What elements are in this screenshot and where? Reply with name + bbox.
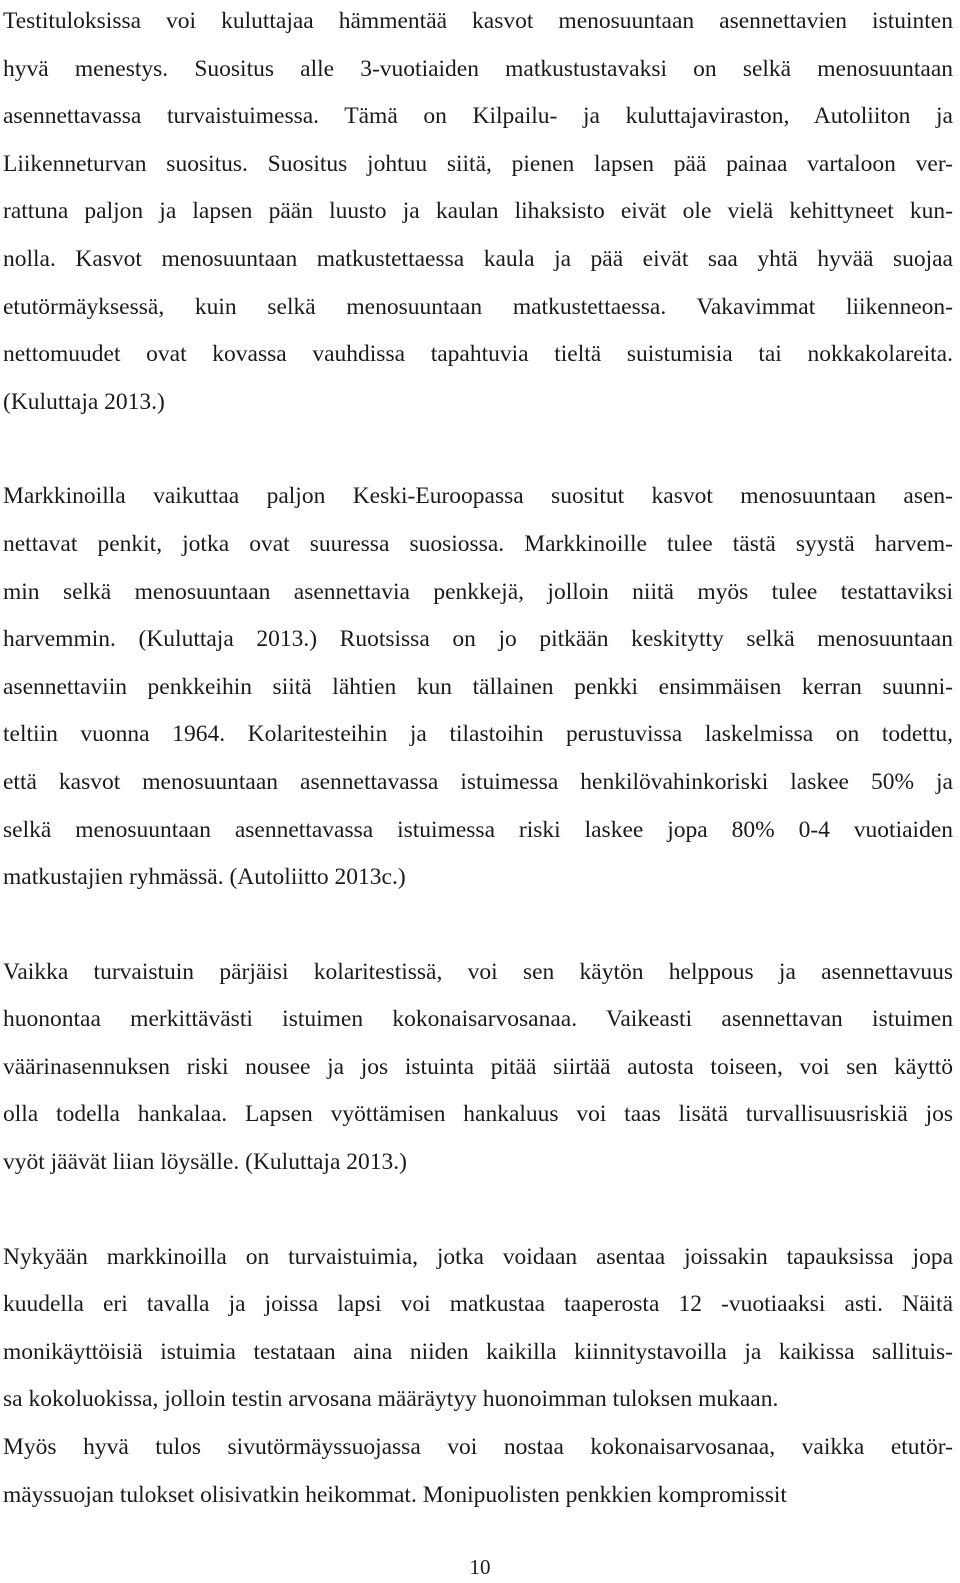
text-line: Liikenneturvan suositus. Suositus johtuu siitä, pienen lapsen pää painaa vartaloon ver- [3,150,953,177]
text-line: harvemmin. (Kuluttaja 2013.) Ruotsissa on jo pitkään keskitytty selkä menosuuntaan [3,626,953,653]
text-line: selkä menosuuntaan asennettavassa istuimessa riski laskee jopa 80% 0-4 vuotiaiden [3,816,953,843]
text-line: Markkinoilla vaikuttaa paljon Keski-Euroopassa suositut kasvot menosuuntaan asen- [3,483,953,510]
text-line: Nykyään markkinoilla on turvaistuimia, jotka voidaan asentaa joissakin tapauksissa jopa [3,1243,953,1270]
text-line: asennettaviin penkkeihin siitä lähtien kun tällainen penkki ensimmäisen kerran suunni- [3,673,953,700]
text-line: Testituloksissa voi kuluttajaa hämmentää kasvot menosuuntaan asennettavien istuinten [3,8,953,34]
text-line: nettavat penkit, jotka ovat suuressa suosiossa. Markkinoille tulee tästä syystä harvem- [3,530,953,557]
paragraph [3,949,953,1187]
paragraph [3,0,953,426]
text-line: etutörmäyksessä, kuin selkä menosuuntaan matkustettaessa. Vakavimmat liikenneon- [3,293,953,320]
text-line: Vaikka turvaistuin pärjäisi kolaritestissä, voi sen käytön helppous ja asennettavuus [3,958,953,985]
text-line: hyvä menestys. Suositus alle 3-vuotiaiden matkustustavaksi on selkä menosuuntaan [3,55,953,82]
text-line: matkustajien ryhmässä. (Autoliitto 2013c.) [3,864,406,891]
page-number: 10 [469,1555,491,1579]
text-line: monikäyttöisiä istuimia testataan aina niiden kaikilla kiinnitystavoilla ja kaikissa sallituis- [3,1338,953,1365]
paragraph [3,1234,953,1520]
text-line: kuudella eri tavalla ja joissa lapsi voi matkustaa taaperosta 12 -vuotiaaksi asti. Näitä [3,1291,953,1318]
text-line: (Kuluttaja 2013.) [3,388,165,415]
text-line: rattuna paljon ja lapsen pään luusto ja kaulan lihaksisto eivät ole vielä kehittyneet kun- [3,198,953,225]
text-line: olla todella hankalaa. Lapsen vyöttämisen hankaluus voi taas lisätä turvallisuusriskiä jos [3,1101,953,1128]
text-line: asennettavassa turvaistuimessa. Tämä on Kilpailu- ja kuluttajaviraston, Autoliiton ja [3,103,953,130]
text-line: teltiin vuonna 1964. Kolaritesteihin ja tilastoihin perustuvissa laskelmissa on todettu, [3,721,953,748]
text-line: Myös hyvä tulos sivutörmäyssuojassa voi nostaa kokonaisarvosanaa, vaikka etutör- [3,1434,953,1461]
text-line: vyöt jäävät liian löysälle. (Kuluttaja 2013.) [3,1149,407,1176]
text-line: mäyssuojan tulokset olisivatkin heikommat. Monipuolisten penkkien kompromissit [3,1481,787,1508]
text-line: nolla. Kasvot menosuuntaan matkustettaessa kaula ja pää eivät saa yhtä hyvää suojaa [3,245,953,272]
text-line: väärinasennuksen riski nousee ja jos istuinta pitää siirtää autosta toiseen, voi sen käyttö [3,1053,953,1080]
text-line: sa kokoluokissa, jolloin testin arvosana määräytyy huonoimman tuloksen mukaan. [3,1386,779,1413]
body-text [3,0,953,1566]
text-line: min selkä menosuuntaan asennettavia penkkejä, jolloin niitä myös tulee testattaviksi [3,578,953,605]
paragraph [3,473,953,901]
text-line: huonontaa merkittävästi istuimen kokonaisarvosanaa. Vaikeasti asennettavan istuimen [3,1006,953,1033]
text-line: nettomuudet ovat kovassa vauhdissa tapahtuvia tieltä suistumisia tai nokkakolareita. [3,341,953,368]
text-line: että kasvot menosuuntaan asennettavassa istuimessa henkilövahinkoriski laskee 50% ja [3,768,953,795]
